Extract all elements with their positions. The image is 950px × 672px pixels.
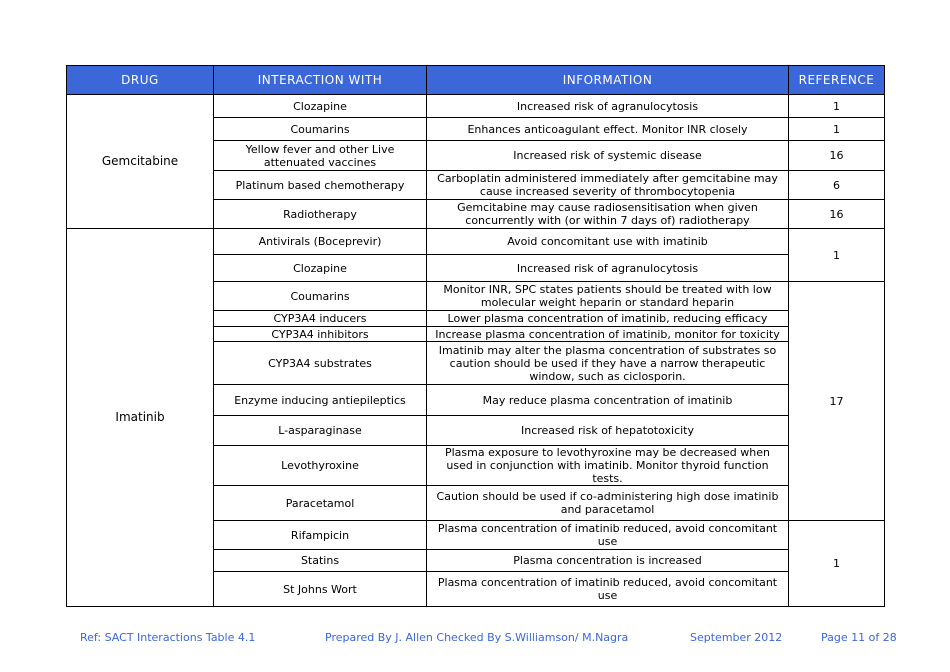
information-cell: Increase plasma concentration of imatinib, monitor for toxicity xyxy=(427,327,789,342)
interaction-cell: Levothyroxine xyxy=(214,446,427,486)
interaction-cell: St Johns Wort xyxy=(214,572,427,607)
header-interaction: INTERACTION WITH xyxy=(214,66,427,95)
information-cell: Increased risk of hepatotoxicity xyxy=(427,416,789,446)
footer-date: September 2012 xyxy=(690,631,783,644)
information-cell: Caution should be used if co-administering high dose imatinib and paracetamol xyxy=(427,486,789,521)
information-cell: Increased risk of systemic disease xyxy=(427,141,789,171)
information-cell: Increased risk of agranulocytosis xyxy=(427,95,789,118)
reference-cell: 1 xyxy=(789,521,885,607)
interaction-cell: Platinum based chemotherapy xyxy=(214,171,427,200)
information-cell: Lower plasma concentration of imatinib, reducing efficacy xyxy=(427,311,789,327)
interaction-cell: Paracetamol xyxy=(214,486,427,521)
information-cell: Plasma exposure to levothyroxine may be decreased when used in conjunction with imatinib. Monitor thyroid function tests. xyxy=(427,446,789,486)
information-cell: Carboplatin administered immediately after gemcitabine may cause increased severity of thrombocytopenia xyxy=(427,171,789,200)
reference-cell: 1 xyxy=(789,118,885,141)
interaction-cell: CYP3A4 inhibitors xyxy=(214,327,427,342)
header-drug: DRUG xyxy=(67,66,214,95)
reference-cell: 1 xyxy=(789,229,885,282)
footer-page-number: Page 11 of 28 xyxy=(821,631,897,644)
information-cell: Avoid concomitant use with imatinib xyxy=(427,229,789,255)
interaction-cell: Enzyme inducing antiepileptics xyxy=(214,385,427,416)
interaction-cell: Radiotherapy xyxy=(214,200,427,229)
reference-cell: 1 xyxy=(789,95,885,118)
interaction-cell: Statins xyxy=(214,550,427,572)
footer-prepared: Prepared By J. Allen Checked By S.Williamson/ M.Nagra xyxy=(325,631,629,644)
reference-cell: 6 xyxy=(789,171,885,200)
table-row xyxy=(67,229,885,255)
interaction-cell: Rifampicin xyxy=(214,521,427,550)
interactions-table xyxy=(66,65,885,607)
information-cell: Gemcitabine may cause radiosensitisation when given concurrently with (or within 7 days of) radiotherapy xyxy=(427,200,789,229)
footer-ref: Ref: SACT Interactions Table 4.1 xyxy=(80,631,256,644)
interaction-cell: Antivirals (Boceprevir) xyxy=(214,229,427,255)
drug-imatinib: Imatinib xyxy=(67,229,214,607)
interaction-cell: Clozapine xyxy=(214,95,427,118)
interaction-cell: Yellow fever and other Live attenuated vaccines xyxy=(214,141,427,171)
header-reference: REFERENCE xyxy=(789,66,885,95)
information-cell: Imatinib may alter the plasma concentration of substrates so caution should be used if they have a narrow therapeutic window, such as ciclosporin. xyxy=(427,342,789,385)
reference-cell: 16 xyxy=(789,200,885,229)
interaction-cell: Coumarins xyxy=(214,282,427,311)
information-cell: May reduce plasma concentration of imatinib xyxy=(427,385,789,416)
reference-cell: 17 xyxy=(789,282,885,521)
interaction-cell: Coumarins xyxy=(214,118,427,141)
interaction-cell: Clozapine xyxy=(214,255,427,282)
interaction-cell: CYP3A4 inducers xyxy=(214,311,427,327)
information-cell: Plasma concentration of imatinib reduced, avoid concomitant use xyxy=(427,572,789,607)
information-cell: Monitor INR, SPC states patients should be treated with low molecular weight heparin or standard heparin xyxy=(427,282,789,311)
information-cell: Increased risk of agranulocytosis xyxy=(427,255,789,282)
information-cell: Plasma concentration is increased xyxy=(427,550,789,572)
information-cell: Plasma concentration of imatinib reduced, avoid concomitant use xyxy=(427,521,789,550)
interaction-cell: L-asparaginase xyxy=(214,416,427,446)
information-cell: Enhances anticoagulant effect. Monitor INR closely xyxy=(427,118,789,141)
header-information: INFORMATION xyxy=(427,66,789,95)
header-row xyxy=(67,66,885,95)
reference-cell: 16 xyxy=(789,141,885,171)
drug-gemcitabine: Gemcitabine xyxy=(67,95,214,229)
table-row xyxy=(67,95,885,118)
interaction-cell: CYP3A4 substrates xyxy=(214,342,427,385)
